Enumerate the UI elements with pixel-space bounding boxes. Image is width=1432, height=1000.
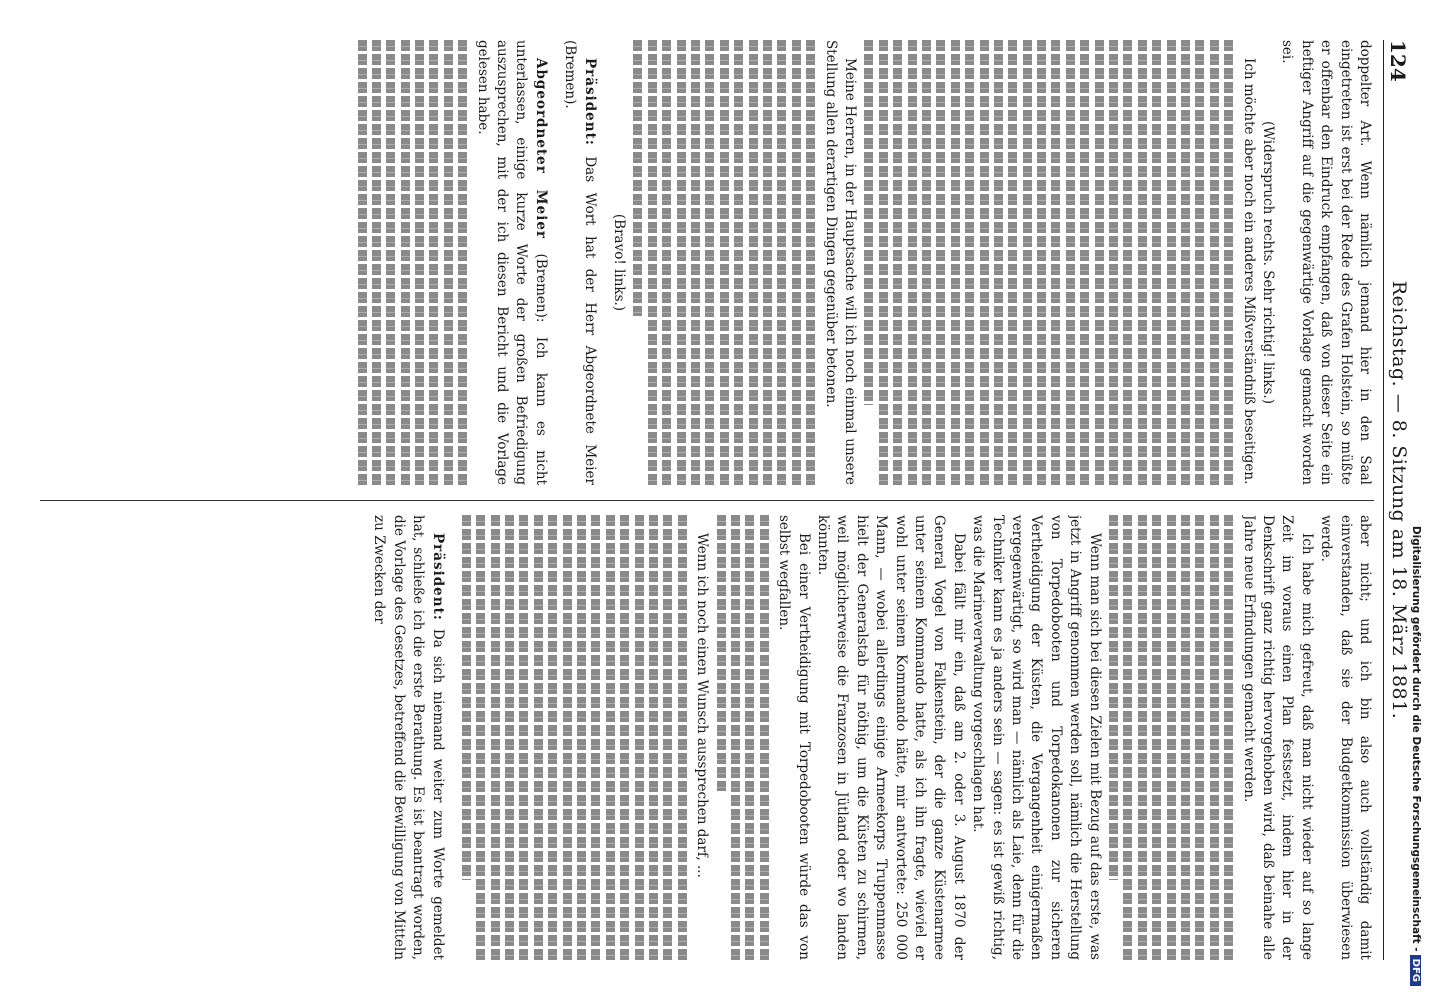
text-line bbox=[717, 515, 726, 791]
text-line bbox=[1224, 40, 1233, 485]
text-line bbox=[519, 515, 528, 960]
text-line bbox=[1080, 40, 1089, 485]
text-line bbox=[372, 40, 381, 485]
text-line bbox=[745, 515, 754, 960]
text-line bbox=[1138, 515, 1147, 960]
text-line bbox=[1195, 40, 1204, 485]
text-line bbox=[763, 40, 772, 485]
text-line bbox=[908, 40, 917, 485]
text-line bbox=[401, 40, 410, 485]
text-line bbox=[806, 40, 815, 485]
text-line bbox=[649, 515, 658, 960]
page-number: 124 bbox=[1386, 40, 1410, 82]
text-line bbox=[563, 515, 572, 960]
text-line bbox=[1123, 515, 1132, 960]
text-lines bbox=[717, 515, 769, 960]
text-line bbox=[386, 40, 395, 485]
text-line bbox=[1037, 40, 1046, 485]
text-line bbox=[1109, 40, 1118, 485]
right-column bbox=[40, 515, 1374, 960]
speaker-label: Abgeordneter Meier bbox=[532, 58, 549, 240]
text-line bbox=[749, 40, 758, 485]
text-line bbox=[720, 40, 729, 485]
right-opening-paragraph: aber nicht; und ich bin also auch vollständig damit einverstanden, daß sie der Budgetkommission überwiesen werde. bbox=[1318, 515, 1373, 960]
text-line bbox=[1051, 40, 1060, 485]
text-line bbox=[1066, 40, 1075, 485]
right-paragraph-start: Wenn ich noch einen Wunsch aussprechen darf, ... bbox=[694, 533, 711, 878]
speaker-text: (Bremen): Ich kann es nicht unterlassen, einige kurze Worte der großen Befriedigung auszusprechen, mit der ich diesen Bericht und die Vorlage gelesen habe. bbox=[474, 40, 549, 485]
president-paragraph bbox=[369, 515, 447, 960]
text-line bbox=[1008, 40, 1017, 485]
text-line bbox=[777, 40, 786, 485]
text-line bbox=[577, 515, 586, 960]
text-line bbox=[648, 40, 657, 485]
text-line bbox=[994, 40, 1003, 485]
speaker-text: Da sich niemand weiter zum Worte gemeldet hat, schließe ich die erste Berathung. Es ist beantragt worden, die Vorlage des Gesetzes, betreffend die Bewilligung von Mitteln zu Zwecken der bbox=[371, 515, 446, 960]
right-paragraph-start: Bei einer Vertheidigung mit Torpedobooten würde das von selbst wegfallen. bbox=[776, 515, 812, 960]
text-line bbox=[1195, 515, 1204, 960]
left-paragraph-start: Ich möchte aber noch ein anderes Mißverständniß beseitigen. bbox=[1240, 58, 1257, 485]
text-line bbox=[1167, 40, 1176, 485]
text-line bbox=[980, 40, 989, 485]
right-paragraph-start: Ich habe mich gefreut, daß man nicht wieder auf so lange Zeit im voraus einen Plan festsetzt, indem hier in der Denkschrift ganz richtig hervorgehoben wird, daß beinahe alle Jahre neue Erfindungen gemacht werden. bbox=[1240, 515, 1315, 960]
text-line bbox=[1181, 515, 1190, 960]
text-line bbox=[1210, 40, 1219, 485]
text-lines bbox=[634, 40, 816, 485]
text-line bbox=[662, 40, 671, 485]
text-line bbox=[760, 515, 769, 960]
text-line bbox=[1210, 515, 1219, 960]
text-line bbox=[691, 40, 700, 485]
right-paragraph-start: Wenn man sich bei diesen Zielen mit Bezug auf das erste, was jetzt in Angriff genommen werden soll, nämlich die Herstellung von Torpedobooten und Torpedokanonen zur sicheren Vertheidigung der Küsten, die Vergangenheit einigermaßen vergegenwärtigt, so wird man — nämlich als Laie, denn für die Techniker kann es ja anders sein — sagen: es ist gewiß richtig, was die Marineverwaltung vorgeschlagen hat. bbox=[970, 515, 1103, 960]
text-line bbox=[462, 515, 471, 880]
digitization-stamp bbox=[1400, 0, 1422, 1000]
speaker-text: Das Wort hat der Herr Abgeordnete Meier (Bremen). bbox=[562, 40, 598, 485]
text-lines bbox=[864, 40, 1233, 485]
text-line bbox=[458, 40, 467, 485]
text-line bbox=[1181, 40, 1190, 485]
text-lines bbox=[462, 515, 687, 960]
text-line bbox=[1123, 40, 1132, 485]
text-line bbox=[534, 515, 543, 960]
dfg-logo: DFG bbox=[1410, 955, 1421, 986]
text-line bbox=[634, 40, 643, 316]
digitization-stamp-text: Digitalisierung gefördert durch die Deutsche Forschungsgemeinschaft - bbox=[1410, 525, 1422, 952]
text-line bbox=[864, 40, 873, 405]
text-line bbox=[429, 40, 438, 485]
speaker-paragraph bbox=[472, 40, 550, 485]
text-line bbox=[606, 515, 615, 960]
text-lines bbox=[1109, 515, 1233, 960]
text-line bbox=[731, 515, 740, 960]
text-line bbox=[951, 40, 960, 485]
text-line bbox=[358, 40, 367, 485]
interjection: (Widerspruch rechts. Sehr richtig! links.) bbox=[1259, 120, 1276, 404]
text-line bbox=[1152, 40, 1161, 485]
text-line bbox=[734, 40, 743, 485]
text-line bbox=[1095, 40, 1104, 485]
left-paragraph-start: Meine Herren, in der Hauptsache will ich noch einmal unsere Stellung allen derartigen Dingen gegenüber betonen. bbox=[822, 40, 858, 485]
text-line bbox=[1109, 515, 1118, 880]
column-divider bbox=[40, 500, 1374, 501]
text-line bbox=[1138, 40, 1147, 485]
text-line bbox=[936, 40, 945, 485]
text-line bbox=[491, 515, 500, 960]
text-lines bbox=[358, 40, 468, 485]
text-line bbox=[548, 515, 557, 960]
text-line bbox=[705, 40, 714, 485]
text-line bbox=[677, 40, 686, 485]
text-line bbox=[792, 40, 801, 485]
text-line bbox=[965, 40, 974, 485]
running-head: Reichstag. — 8. Sitzung am 18. März 1881. bbox=[1388, 280, 1410, 720]
speaker-label: Präsident: bbox=[429, 533, 446, 621]
text-line bbox=[1224, 515, 1233, 960]
text-line bbox=[678, 515, 687, 960]
text-line bbox=[1152, 515, 1161, 960]
text-line bbox=[444, 40, 453, 485]
text-line bbox=[505, 515, 514, 960]
text-line bbox=[922, 40, 931, 485]
president-paragraph bbox=[560, 40, 599, 485]
right-paragraph-start: Dabei fällt mir ein, daß am 2. oder 3. August 1870 der General Vogel von Falkenstein, der die ganze Küstenarmee unter seinem Kommando hatte, als ich ihn fragte, wieviel er wohl unter seinem Kommando hätte, mir antwortete: 250 000 Mann, — wobei allerdings einige Armeekorps Truppenmasse hielt der Generalstab für nöthig, um die Küsten zu schirmen, weil möglicherweise die Franzosen in Jütland oder wo landen könnten. bbox=[814, 515, 967, 960]
text-line bbox=[620, 515, 629, 960]
left-column bbox=[40, 40, 1374, 485]
text-line bbox=[1167, 515, 1176, 960]
text-line bbox=[591, 515, 600, 960]
interjection: (Bravo! links.) bbox=[611, 213, 628, 312]
text-line bbox=[415, 40, 424, 485]
speaker-label: Präsident: bbox=[581, 58, 598, 146]
text-line bbox=[893, 40, 902, 485]
text-line bbox=[476, 515, 485, 960]
text-line bbox=[663, 515, 672, 960]
text-line bbox=[879, 40, 888, 485]
text-line bbox=[1023, 40, 1032, 485]
text-line bbox=[635, 515, 644, 960]
left-opening-paragraph: doppelter Art. Wenn nämlich jemand hier in den Saal eingetreten ist erst bei der Rede des Grafen Holstein, so müßte er offenbar den Eindruck empfangen, daß von dieser Seite ein heftiger Angriff auf die gegenwärtige Vorlage gemacht worden sei. bbox=[1279, 40, 1373, 485]
